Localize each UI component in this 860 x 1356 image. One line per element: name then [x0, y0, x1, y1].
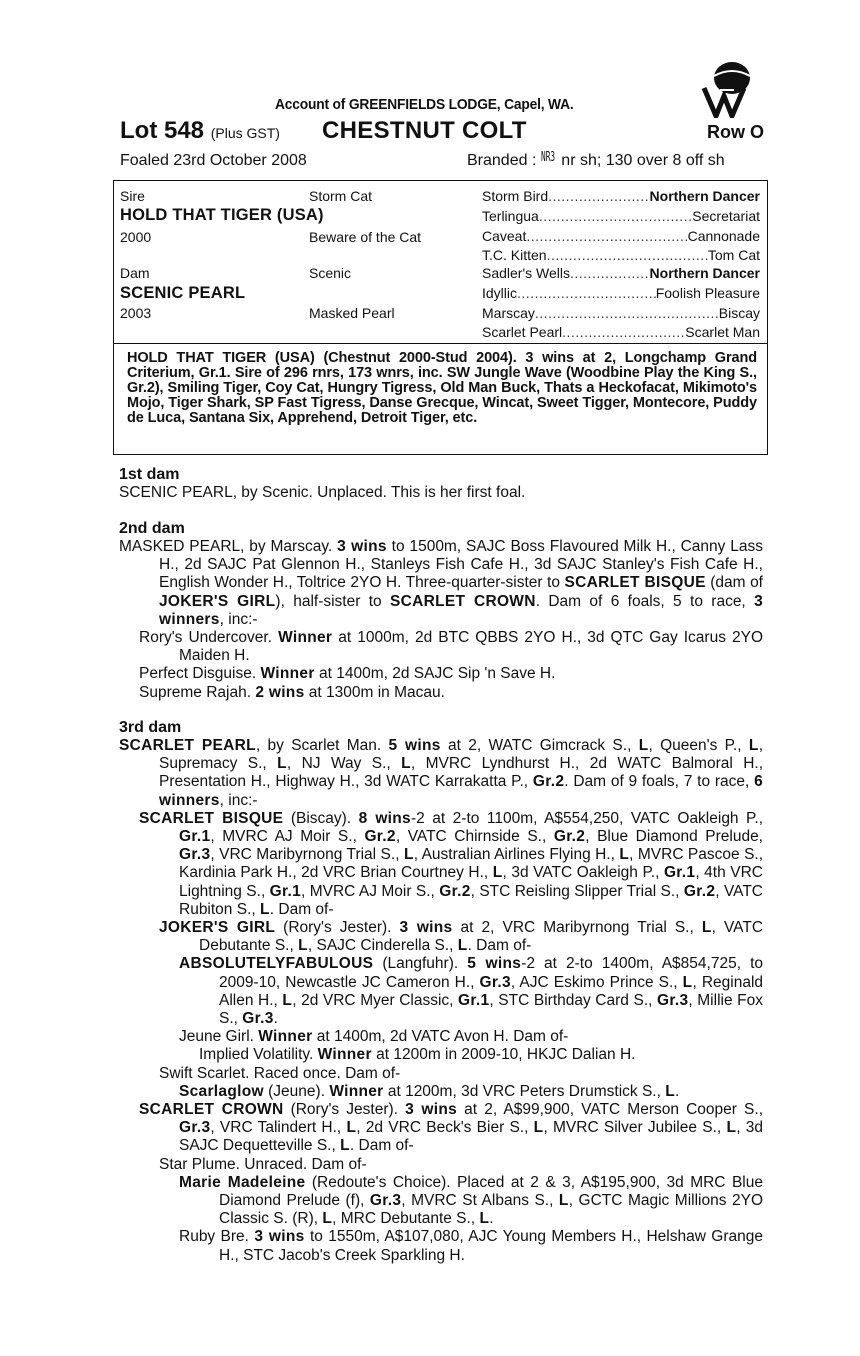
- pedigree-table: [113, 180, 768, 344]
- lot-number: [120, 117, 280, 145]
- progeny-entry: Implied Volatility. Winner at 1200m in 2009-10, HKJC Dalian H.: [199, 1046, 636, 1064]
- progeny-entry: SCARLET BISQUE (Biscay). 8 wins-2 at 2-to 1100m, A$554,250, VATC Oakleigh P., Gr.1, MVRC AJ Moir S., Gr.2, VATC Chirnside S., Gr.2, Blue Diamond Prelude, Gr.3, VRC Maribyrnong Trial S., L, Australian Airlines Flying H., L, MVRC Pascoe S., Kardinia Park H., 2d VRC Brian Courtney H., L, 3d VATC Oakleigh P., Gr.1, 4th VRC Lightning S., Gr.1, MVRC AJ Moir S., Gr.2, STC Reisling Slipper Trial S., Gr.2, VATC Rubiton S., L. Dam of-: [139, 809, 764, 918]
- progeny-entry: Swift Scarlet. Raced once. Dam of-: [159, 1064, 401, 1082]
- progeny-entry: Jeune Girl. Winner at 1400m, 2d VATC Avon H. Dam of-: [179, 1028, 569, 1046]
- progeny-entry: Scarlaglow (Jeune). Winner at 1200m, 3d VRC Peters Drumstick S., L.: [179, 1082, 680, 1100]
- grand-row: Scarlet Pearl ..... Scarlet Man: [482, 324, 760, 340]
- row-label: Row O: [707, 122, 764, 142]
- dam-name: SCENIC PEARL: [120, 284, 246, 302]
- progeny-entry: ABSOLUTELYFABULOUS (Langfuhr). 5 wins-2 at 2-to 1400m, A$854,725, to 2009-10, Newcastle JC Cameron H., Gr.3, AJC Eskimo Prince S., L, Reginald Allen H., L, 2d VRC Myer Classic, Gr.1, STC Birthday Card S., Gr.3, Millie Fox S., Gr.3.: [179, 955, 764, 1028]
- sire-summary-box: [113, 344, 768, 455]
- sire-summary: HOLD THAT TIGER (USA) (Chestnut 2000-Stud 2004). 3 wins at 2, Longchamp Grand Criterium, Gr.1. Sire of 296 rnrs, 173 wnrs, inc. SW Jungle Wave (Woodbine Play the King S., Gr.2), Smiling Tiger, Coy Cat, Hungry Tigress, Old Man Buck, Thats a Heckofacat, Mikimoto's Mojo, Tiger Shark, SP Fast Tigress, Danse Grecque, Wincat, Sweet Tigger, Montecore, Puddy de Luca, Santana Six, Apprehend, Detroit Tiger, etc.: [127, 350, 757, 426]
- progeny-entry: JOKER'S GIRL (Rory's Jester). 3 wins at 2, VRC Maribyrnong Trial S., L, VATC Debutante S., L, SAJC Cinderella S., L. Dam of-: [159, 919, 764, 955]
- lot-line: [120, 117, 764, 147]
- grand-row: Idyllic ..... Foolish Pleasure: [482, 285, 760, 301]
- first-dam-heading: 1st dam: [119, 466, 180, 483]
- dam-label: Dam: [120, 265, 150, 281]
- progeny-entry: Star Plume. Unraced. Dam of-: [159, 1155, 367, 1173]
- sire-label: Sire: [120, 188, 145, 204]
- second-dam-text: MASKED PEARL, by Marscay. 3 wins to 1500m, SAJC Boss Flavoured Milk H., Canny Lass H., 2d SAJC Pat Glennon H., Stanleys Fish Cafe H., 3d SAJC Stanley's Fish Cafe H., English Wonder H., Toltrice 2YO H. Three-quarter-sister to SCARLET BISQUE (dam of JOKER'S GIRL), half-sister to SCARLET CROWN. Dam of 6 foals, 5 to race, 3 winners, inc:-: [119, 538, 764, 628]
- second-dam-heading: 2nd dam: [119, 520, 185, 537]
- grand-row: Marscay ..... Biscay: [482, 305, 760, 321]
- dam-sire: Scenic: [309, 265, 352, 281]
- third-dam-heading: 3rd dam: [119, 719, 182, 736]
- progeny-entry: Ruby Bre. 3 wins to 1550m, A$107,080, AJC Young Members H., Helshaw Grange H., STC Jacob's Creek Sparkling H.: [179, 1228, 763, 1264]
- progeny-entry: Perfect Disguise. Winner at 1400m, 2d SAJC Sip 'n Save H.: [139, 665, 556, 683]
- lot-title: CHESTNUT COLT: [322, 117, 527, 144]
- grand-row: T.C. Kitten ..... Tom Cat: [482, 247, 760, 263]
- account-line: Account of GREENFIELDS LODGE, Capel, WA.: [275, 96, 574, 113]
- grand-row: Terlingua ..... Secretariat: [482, 208, 760, 224]
- dam-dam: Masked Pearl: [309, 305, 395, 321]
- progeny-entry: Marie Madeleine (Redoute's Choice). Placed at 2 & 3, A$195,900, 3d MRC Blue Diamond Prelude (f), Gr.3, MVRC St Albans S., L, GCTC Magic Millions 2YO Classic S. (R), L, MRC Debutante S., L.: [179, 1173, 763, 1228]
- branded-suffix: nr sh; 130 over 8 off sh: [561, 152, 725, 169]
- second-dam-section: [119, 520, 763, 702]
- lot-label: Lot 548: [120, 117, 205, 144]
- grand-row: Storm Bird ..... Northern Dancer: [482, 188, 760, 204]
- consignor-logo: [700, 56, 760, 118]
- dam-year: 2003: [120, 305, 152, 321]
- grand-row: Sadler's Wells ..... Northern Dancer: [482, 265, 760, 281]
- branded-prefix: Branded :: [467, 152, 537, 169]
- first-dam-text: SCENIC PEARL, by Scenic. Unplaced. This is her first foal.: [119, 484, 526, 501]
- third-dam-text: SCARLET PEARL, by Scarlet Man. 5 wins at 2, WATC Gimcrack S., L, Queen's P., L, Supremacy S., L, NJ Way S., L, MVRC Lyndhurst H., 2d WATC Balmoral H., Presentation H., Highway H., 3d WATC Karrakatta P., Gr.2. Dam of 9 foals, 7 to race, 6 winners, inc:-: [119, 737, 763, 809]
- sire-year: 2000: [120, 229, 152, 245]
- third-dam-section: [119, 719, 763, 1265]
- grand-row: Caveat ..... Cannonade: [482, 228, 760, 244]
- progeny-entry: SCARLET CROWN (Rory's Jester). 3 wins at 2, A$99,900, VATC Merson Cooper S., Gr.3, VRC Talindert H., L, 2d VRC Beck's Bier S., L, MVRC Silver Jubilee S., L, 3d SAJC Dequetteville S., L. Dam of-: [139, 1101, 764, 1155]
- sire-sire: Storm Cat: [309, 188, 373, 204]
- plus-gst: (Plus GST): [210, 125, 280, 141]
- branded-line: [467, 152, 725, 170]
- brand-mark: NR3: [540, 150, 555, 165]
- foaled-date: Foaled 23rd October 2008: [120, 152, 307, 169]
- progeny-entry: Rory's Undercover. Winner at 1000m, 2d BTC QBBS 2YO H., 3d QTC Gay Icarus 2YO Maiden H.: [139, 629, 764, 665]
- progeny-entry: Supreme Rajah. 2 wins at 1300m in Macau.: [139, 683, 445, 701]
- first-dam-section: [119, 466, 763, 502]
- sire-dam: Beware of the Cat: [309, 229, 422, 245]
- sire-name: HOLD THAT TIGER (USA): [120, 206, 324, 224]
